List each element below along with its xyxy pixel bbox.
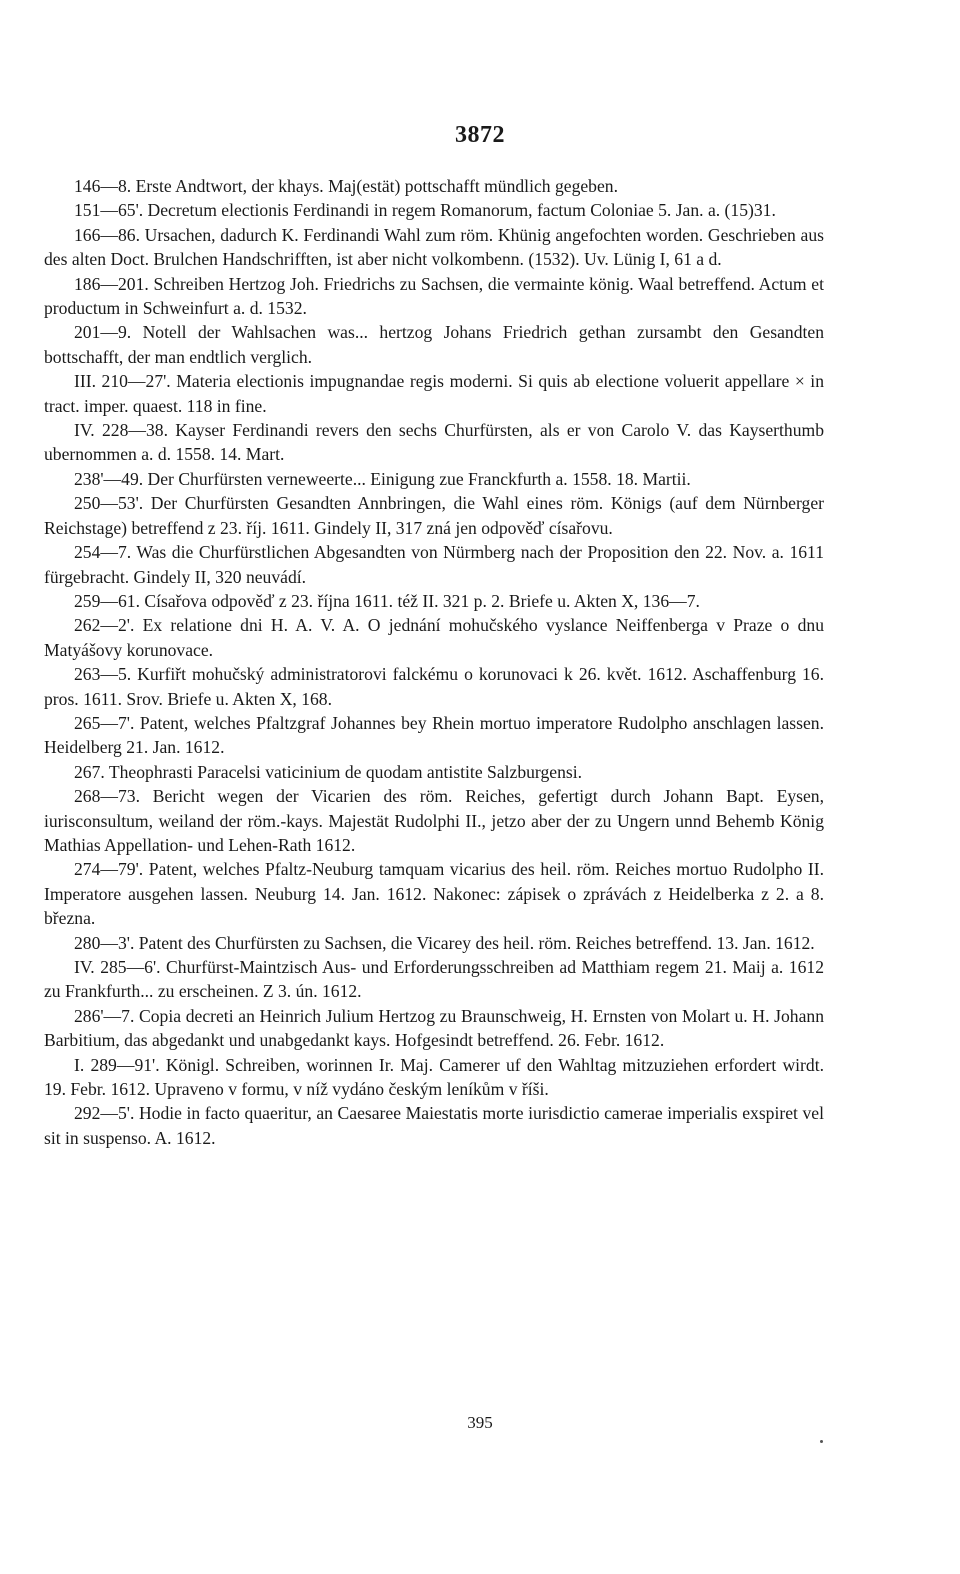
entry: 265—7'. Patent, welches Pfaltzgraf Johannes bey Rhein mortuo imperatore Rudolpho anschlagen lassen. Heidelberg 21. Jan. 1612. [44, 712, 824, 758]
entry: 146—8. Erste Andtwort, der khays. Maj(estät) pottschafft mündlich gegeben. [74, 176, 618, 196]
entry: 151—65'. Decretum electionis Ferdinandi in regem Romanorum, factum Coloniae 5. Jan. a. (15)31. [74, 200, 776, 221]
entry: 267. Theophrasti Paracelsi vaticinium de quodam antistite Salzburgensi. [74, 761, 582, 782]
entry: I. 289—91'. Königl. Schreiben, worinnen Ir. Maj. Camerer uf den Wahltag mitzuziehen erfordert wirdt. 19. Febr. 1612. Upraveno v formu, v níž vydáno českým leníkům v říši. [44, 1054, 824, 1100]
stray-dot-mark [820, 1440, 823, 1443]
entry: III. 210—27'. Materia electionis impugnandae regis moderni. Si quis ab electione voluerit appellare × in tract. imper. quaest. 118 in fine. [44, 371, 824, 416]
entries-list [44, 174, 824, 1150]
entry: 268—73. Bericht wegen der Vicarien des röm. Reiches, gefertigt durch Johann Bapt. Eysen, iurisconsultum, weiland der röm.-kays. Majestät Rudolphi II., jetzo aber der zu Ungern unnd Behemb König Mathias Appellation- und Lehen-Rath 1612. [44, 786, 824, 855]
entry: 166—86. Ursachen, dadurch K. Ferdinandi Wahl zum röm. Khünig angefochten worden. Geschrieben aus des alten Doct. Brulchen Handschrifften, ist aber nicht volkombenn. (1532). Uv. Lünig I, 61 a d. [44, 224, 824, 270]
entry: 274—79'. Patent, welches Pfaltz-Neuburg tamquam vicarius des heil. röm. Reiches mortuo Rudolpho II. Imperatore ausgehen lassen. Neuburg 14. Jan. 1612. Nakonec: zápisek o zprávách z Heidelberka z 2. a 8. března. [44, 859, 824, 929]
entry: 280—3'. Patent des Churfürsten zu Sachsen, die Vicarey des heil. röm. Reiches betreffend. 13. Jan. 1612. [74, 932, 815, 953]
entry: 238'—49. Der Churfürsten verneweerte... Einigung zue Franckfurth a. 1558. 18. Martii. [74, 468, 691, 489]
entry: 201—9. Notell der Wahlsachen was... hertzog Johans Friedrich gethan zursambt den Gesandten bottschafft, der man endtlich verglich. [44, 322, 824, 367]
entry: 259—61. Císařova odpověď z 23. října 1611. též II. 321 p. 2. Briefe u. Akten X, 136—7. [74, 590, 700, 611]
entry: 292—5'. Hodie in facto quaeritur, an Caesaree Maiestatis morte iurisdictio camerae imperialis exspiret vel sit in suspenso. A. 1612. [44, 1103, 824, 1148]
entry: IV. 228—38. Kayser Ferdinandi revers den sechs Churfürsten, als er von Carolo V. das Kayserthumb ubernommen a. d. 1558. 14. Mart. [44, 420, 824, 465]
entry: 286'—7. Copia decreti an Heinrich Julium Hertzog zu Braunschweig, H. Ernsten von Molart u. H. Johann Barbitium, das abgedankt und unabgedankt kays. Hofgesindt betreffend. 26. Febr. 1612. [44, 1005, 824, 1051]
entry: IV. 285—6'. Churfürst-Maintzisch Aus- und Erforderungsschreiben ad Matthiam regem 21. Maij a. 1612 zu Frankfurth... zu erscheinen. Z 3. ún. 1612. [44, 957, 824, 1002]
page-number-header: 3872 [455, 122, 505, 148]
page-number-footer: 395 [467, 1413, 493, 1432]
entry: 250—53'. Der Churfürsten Gesandten Annbringen, die Wahl eines röm. Königs (auf dem Nürnberger Reichstage) betreffend z 23. říj. 1611. Gindely II, 317 zná jen odpověď císařovu. [44, 493, 824, 538]
entry: 186—201. Schreiben Hertzog Joh. Friedrichs zu Sachsen, die vermainte könig. Waal betreffend. Actum et productum in Schweinfurt a. d. 1532. [44, 273, 824, 319]
entry: 262—2'. Ex relatione dni H. A. V. A. O jednání mohučského vyslance Neiffenberga v Praze o dnu Matyášovy korunovace. [44, 615, 824, 660]
entry: 254—7. Was die Churfürstlichen Abgesandten von Nürmberg nach der Proposition den 22. Nov. a. 1611 fürgebracht. Gindely II, 320 neuvádí. [44, 542, 824, 587]
entry: 263—5. Kurfiřt mohučský administratorovi falckému o korunovaci k 26. květ. 1612. Aschaffenburg 16. pros. 1611. Srov. Briefe u. Akten X, 168. [44, 664, 824, 709]
